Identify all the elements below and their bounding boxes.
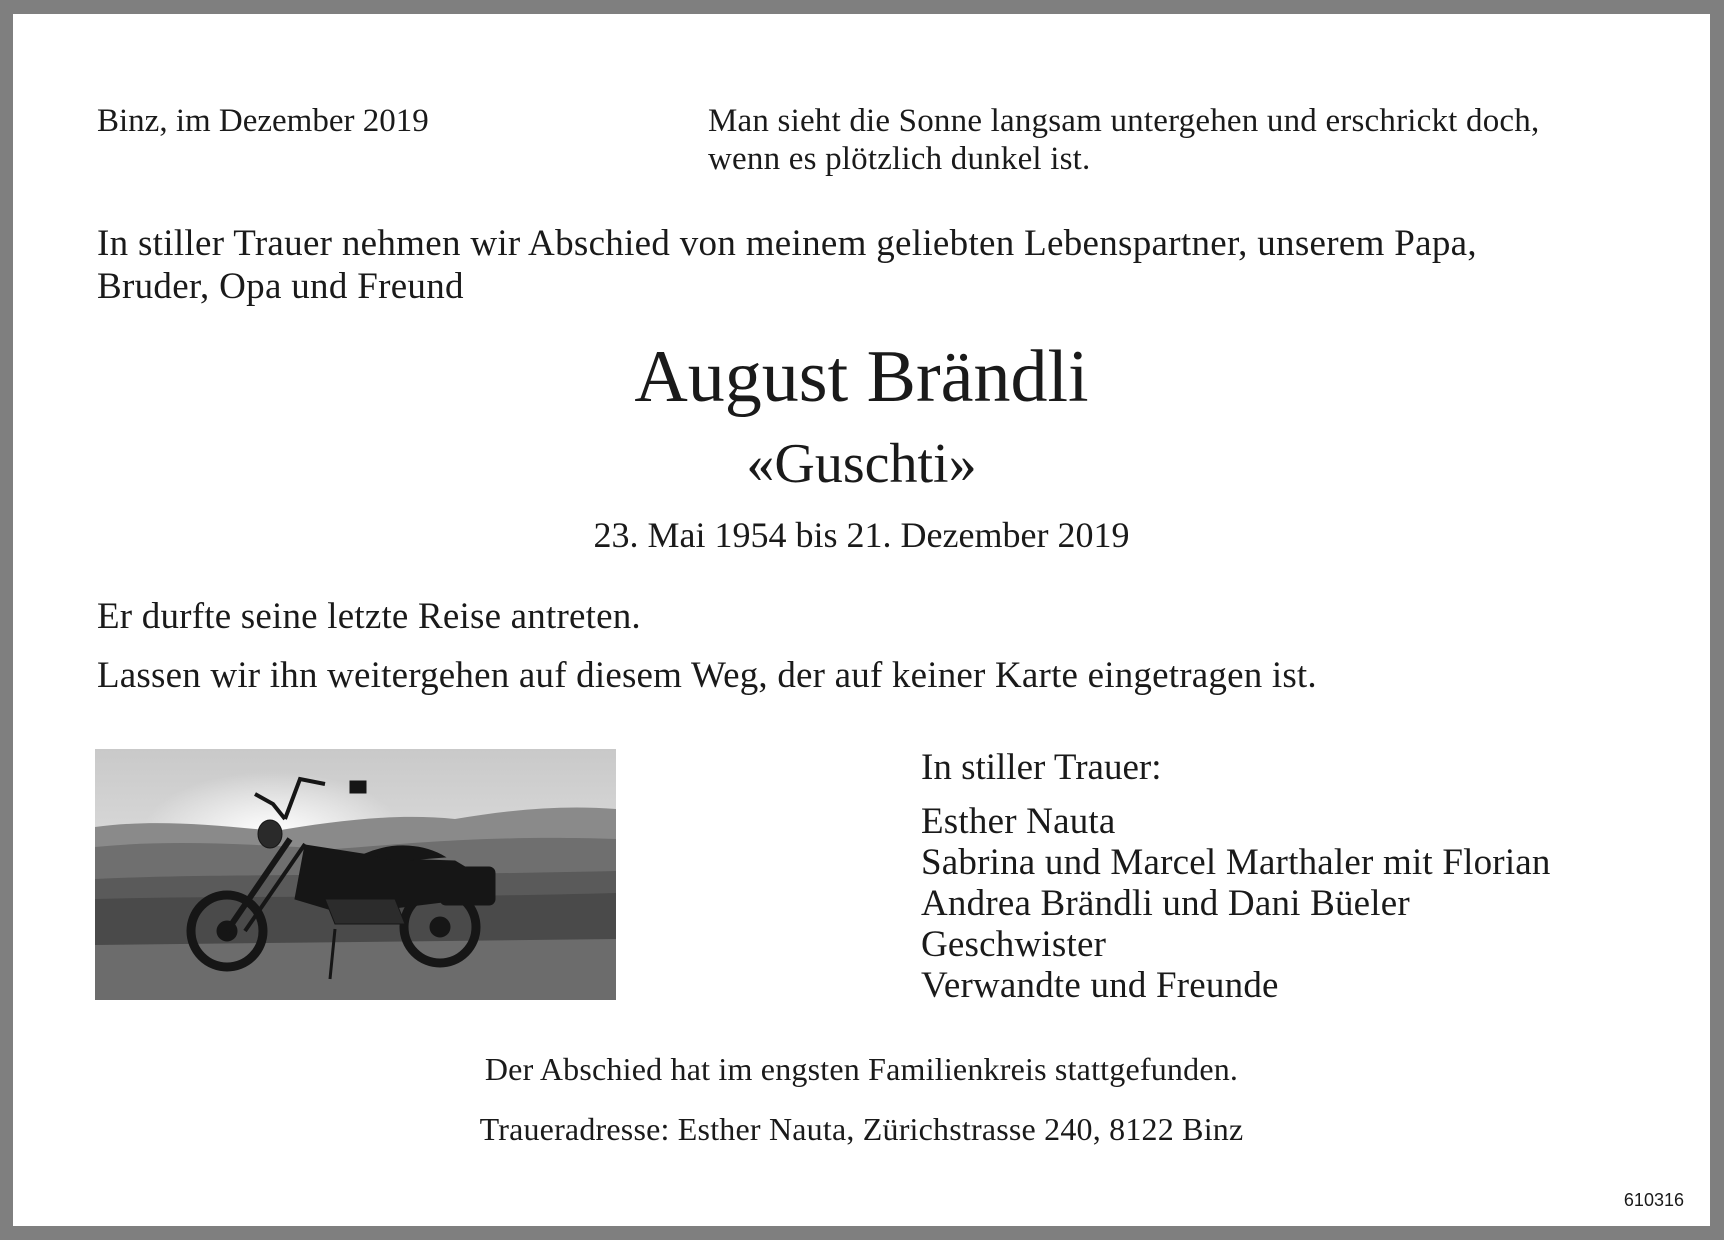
life-dates: 23. Mai 1954 bis 21. Dezember 2019 [593,515,1130,555]
mourner-name: Sabrina und Marcel Marthaler mit Florian [921,842,1551,883]
mourner-name: Andrea Brändli und Dani Büeler [921,883,1410,924]
place-date: Binz, im Dezember 2019 [97,103,429,139]
message-line-1: Er durfte seine letzte Reise antreten. [97,596,641,637]
farewell-note: Der Abschied hat im engsten Familienkreis stattgefunden. [484,1051,1239,1087]
mourner-name: Verwandte und Freunde [921,965,1279,1006]
mourners-heading: In stiller Trauer: [921,747,1162,788]
mourners-list [921,801,1551,1006]
message-line-2: Lassen wir ihn weitergehen auf diesem Weg, der auf keiner Karte eingetragen ist. [97,655,1317,696]
motto-quote [708,102,1539,178]
deceased-nickname: «Guschti» [746,433,977,495]
reference-number: 610316 [1623,1190,1684,1210]
mourning-address: Traueradresse: Esther Nauta, Zürichstrasse 240, 8122 Binz [479,1111,1244,1147]
motto-line: wenn es plötzlich dunkel ist. [708,141,1091,177]
obituary-notice [13,14,1710,1226]
motorcycle-photo-image [95,749,616,1000]
mourner-name: Geschwister [921,924,1107,965]
motto-line: Man sieht die Sonne langsam untergehen und erschrickt doch, [708,103,1540,139]
mourner-name: Esther Nauta [921,801,1116,842]
motorcycle-photo [95,749,616,1000]
intro-text [97,222,1477,308]
intro-line: In stiller Trauer nehmen wir Abschied von meinem geliebten Lebenspartner, unserem Papa, [97,223,1477,264]
intro-line: Bruder, Opa und Freund [97,266,464,307]
deceased-name: August Brändli [634,336,1089,418]
